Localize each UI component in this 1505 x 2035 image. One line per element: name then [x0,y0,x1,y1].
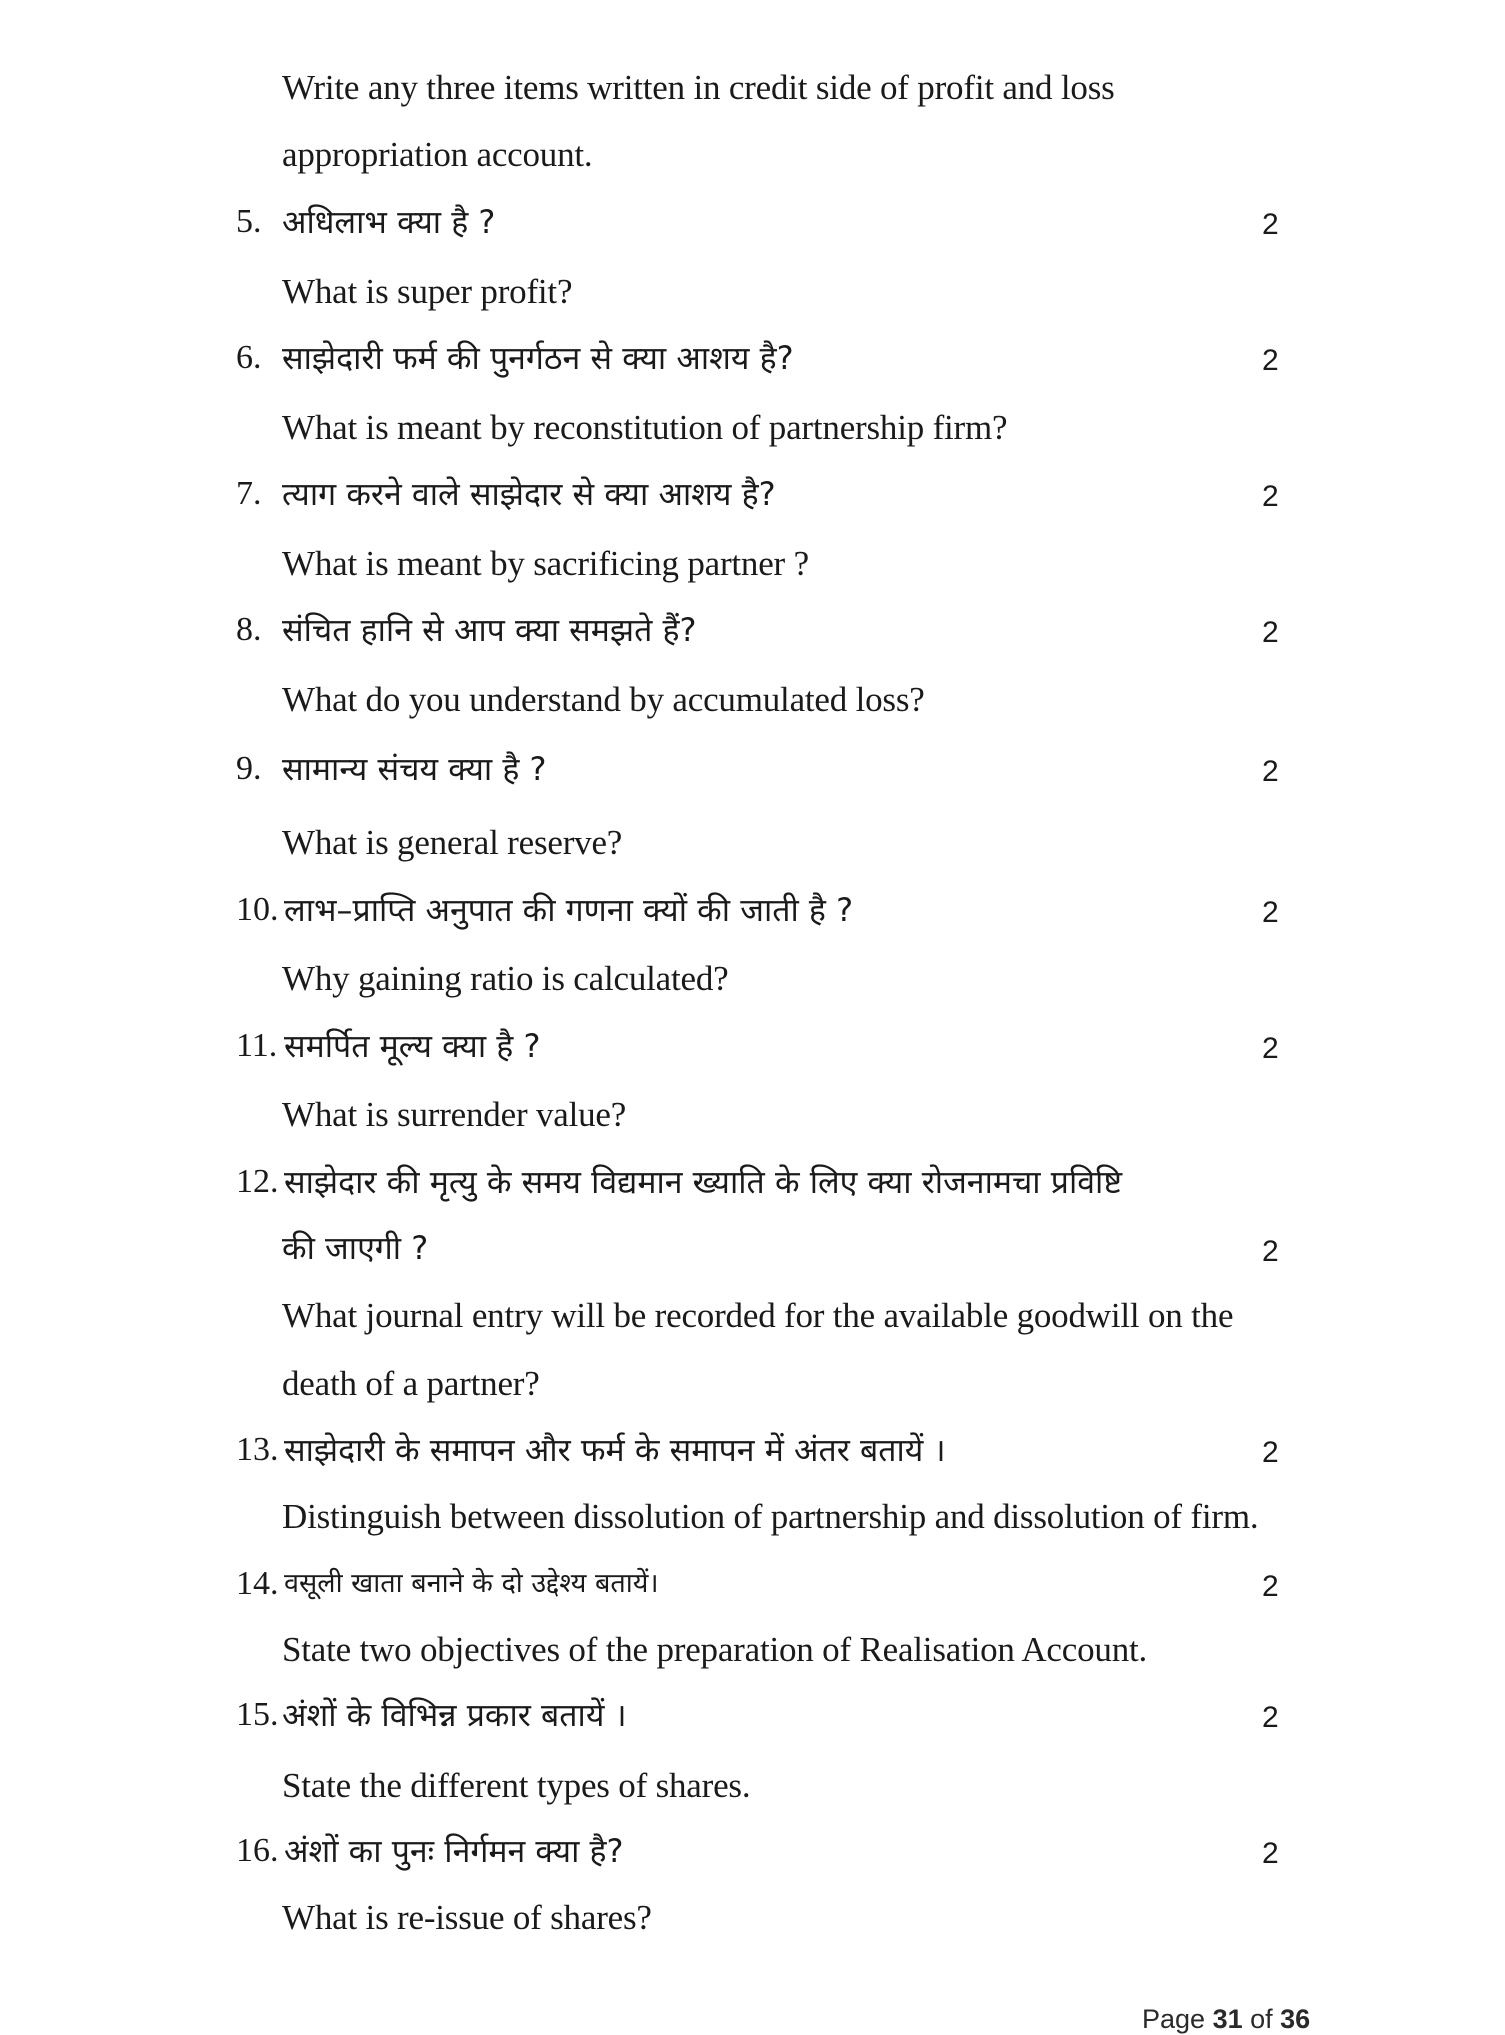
question-7-number: 7. [236,475,262,512]
question-9-hindi: सामान्य संचय क्या है ? [282,750,547,788]
page-number [1142,2004,1310,2035]
page-number-total: 36 [1280,2004,1311,2034]
question-13-number: 13. [236,1431,279,1468]
question-13-marks: 2 [1262,1436,1279,1469]
question-8-english: What do you understand by accumulated loss? [282,680,925,719]
question-11-marks: 2 [1262,1032,1279,1065]
question-7-marks: 2 [1262,480,1279,513]
question-12-number: 12. [236,1163,279,1200]
question-12-hindi-line-2: की जाएगी ? [282,1229,429,1267]
question-7-hindi: त्याग करने वाले साझेदार से क्या आशय है? [282,475,776,513]
question-8-number: 8. [236,611,262,648]
question-16-english: What is re-issue of shares? [282,1898,652,1937]
question-14-number: 14. [236,1565,279,1602]
question-11-english: What is surrender value? [282,1095,627,1134]
page-number-current: 31 [1212,2004,1243,2034]
question-5-hindi: अधिलाभ क्या है ? [282,203,496,241]
question-5-number: 5. [236,203,262,240]
question-14-marks: 2 [1262,1570,1279,1603]
question-13-english: Distinguish between dissolution of partnership and dissolution of firm. [282,1497,1259,1536]
question-9-english: What is general reserve? [282,823,623,862]
question-10-hindi: लाभ–प्राप्ति अनुपात की गणना क्यों की जाती है ? [284,891,854,929]
question-15-marks: 2 [1262,1701,1279,1734]
question-14-hindi: वसूली खाता बनाने के दो उद्देश्य बतायें। [284,1568,659,1599]
question-15-english: State the different types of shares. [282,1766,751,1805]
question-16-marks: 2 [1262,1837,1279,1870]
question-12-marks: 2 [1262,1235,1279,1268]
question-16-number: 16. [236,1832,279,1869]
question-16-hindi: अंशों का पुनः निर्गमन क्या है? [284,1832,624,1870]
page-number-prefix: Page [1142,2004,1213,2034]
question-12-english-line-1: What journal entry will be recorded for the available goodwill on the [282,1296,1234,1335]
question-11-number: 11. [236,1027,278,1064]
intro-english-line-1: Write any three items written in credit side of profit and loss [282,68,1115,107]
question-7-english: What is meant by sacrificing partner ? [282,544,809,583]
question-5-english: What is super profit? [282,272,573,311]
question-15-number: 15. [236,1696,279,1733]
question-12-english-line-2: death of a partner? [282,1364,540,1403]
question-10-marks: 2 [1262,896,1279,929]
question-9-number: 9. [236,750,262,787]
question-12-hindi-line-1: साझेदार की मृत्यु के समय विद्यमान ख्याति के लिए क्या रोजनामचा प्रविष्टि [284,1163,1123,1201]
question-11-hindi: समर्पित मूल्य क्या है ? [284,1027,541,1065]
question-6-hindi: साझेदारी फर्म की पुनर्गठन से क्या आशय है? [282,339,794,377]
question-10-english: Why gaining ratio is calculated? [282,959,729,998]
question-8-hindi: संचित हानि से आप क्या समझते हैं? [282,611,697,649]
page-number-middle: of [1242,2004,1281,2034]
question-13-hindi: साझेदारी के समापन और फर्म के समापन में अंतर बतायें । [284,1431,946,1469]
question-9-marks: 2 [1262,755,1279,788]
question-10-number: 10. [236,891,279,928]
question-6-marks: 2 [1262,344,1279,377]
question-6-english: What is meant by reconstitution of partnership firm? [282,408,1008,447]
question-6-number: 6. [236,339,262,376]
question-15-hindi: अंशों के विभिन्न प्रकार बतायें । [282,1696,627,1734]
question-14-english: State two objectives of the preparation of Realisation Account. [282,1630,1148,1669]
question-8-marks: 2 [1262,616,1279,649]
intro-english-line-2: appropriation account. [282,135,593,174]
question-5-marks: 2 [1262,208,1279,241]
